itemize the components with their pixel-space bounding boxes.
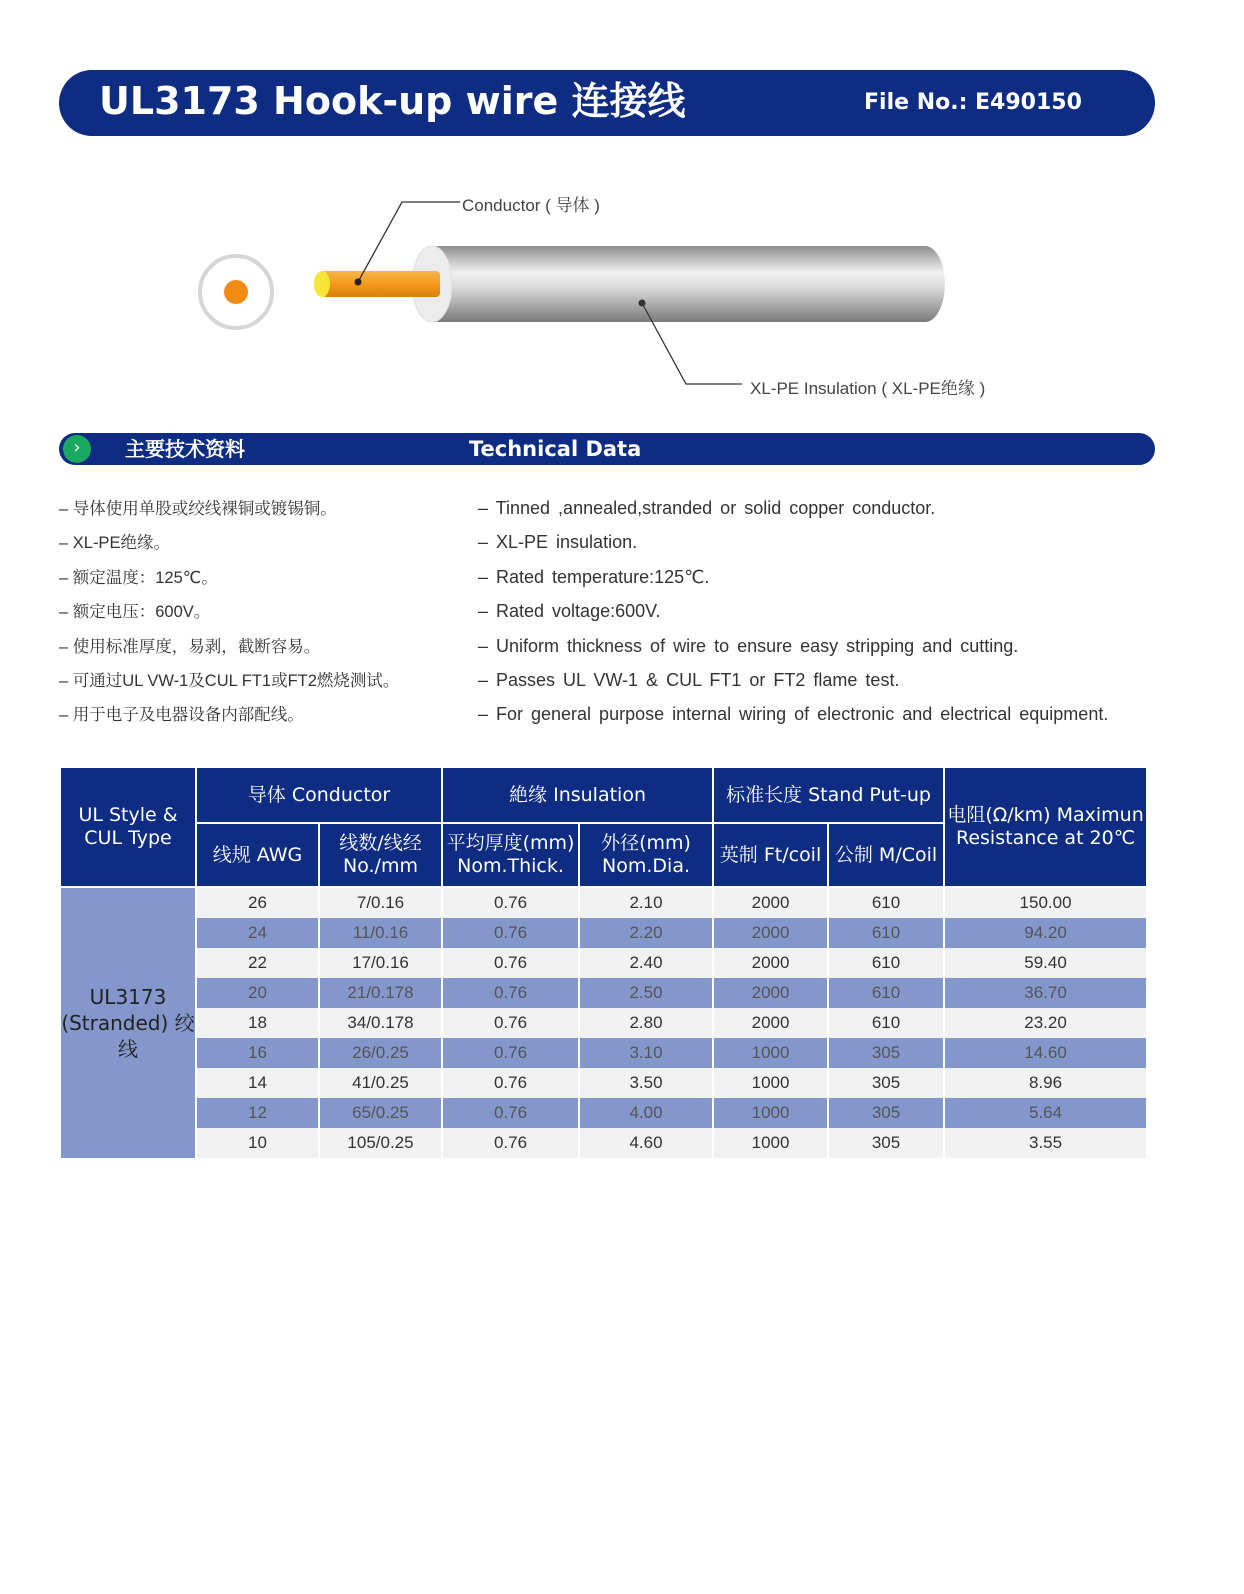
section-title-en: Technical Data — [469, 437, 642, 461]
spec-item: – XL-PE绝缘。 — [59, 534, 170, 553]
cell-res: 14.60 — [944, 1038, 1147, 1068]
cell-m: 610 — [828, 887, 944, 918]
spec-item: – Uniform thickness of wire to ensure easy stripping and cutting. — [478, 635, 1019, 656]
insulation-label: XL-PE Insulation ( XL-PE绝缘 ) — [750, 379, 986, 398]
table-row — [60, 1128, 1147, 1158]
spec-item: – Passes UL VW-1 & CUL FT1 or FT2 flame test. — [478, 669, 900, 690]
header-thick: 平均厚度(mm) Nom.Thick. — [442, 823, 579, 887]
cell-res: 36.70 — [944, 978, 1147, 1008]
spec-item: – 额定温度：125℃。 — [59, 568, 218, 587]
spec-item: – 可通过UL VW-1及CUL FT1或FT2燃烧测试。 — [59, 671, 400, 690]
spec-item: – 额定电压：600V。 — [59, 603, 211, 622]
cell-awg: 14 — [196, 1068, 319, 1098]
cell-dia: 3.50 — [579, 1068, 713, 1098]
cell-dia: 2.40 — [579, 948, 713, 978]
cell-ft: 2000 — [713, 1008, 828, 1038]
cell-dia: 2.10 — [579, 887, 713, 918]
cell-dia: 2.50 — [579, 978, 713, 1008]
cell-no_mm: 41/0.25 — [319, 1068, 442, 1098]
cell-awg: 26 — [196, 887, 319, 918]
cell-res: 3.55 — [944, 1128, 1147, 1158]
header-insulation: 絶缘 Insulation — [442, 767, 713, 823]
insulation-jacket-icon — [412, 246, 945, 322]
cell-no_mm: 11/0.16 — [319, 918, 442, 948]
spec-item: – XL-PE insulation. — [478, 532, 638, 553]
spec-item: – For general purpose internal wiring of electronic and electrical equipment. — [478, 704, 1109, 725]
cell-res: 5.64 — [944, 1098, 1147, 1128]
cell-ft: 2000 — [713, 978, 828, 1008]
cell-thick: 0.76 — [442, 1038, 579, 1068]
cell-awg: 24 — [196, 918, 319, 948]
cell-dia: 4.00 — [579, 1098, 713, 1128]
conductor-label: Conductor ( 导体 ) — [462, 196, 600, 215]
table-row — [60, 948, 1147, 978]
cell-thick: 0.76 — [442, 1068, 579, 1098]
spec-list-cn — [59, 492, 399, 733]
cell-no_mm: 34/0.178 — [319, 1008, 442, 1038]
cell-m: 610 — [828, 948, 944, 978]
section-header — [59, 433, 1155, 465]
cross-section-icon — [200, 256, 272, 328]
table-row — [60, 918, 1147, 948]
cell-ft: 2000 — [713, 887, 828, 918]
header-putup: 标准长度 Stand Put-up — [713, 767, 944, 823]
header-style: UL Style & CUL Type — [60, 767, 196, 887]
chevron-right-icon: › — [63, 435, 91, 463]
cell-ft: 1000 — [713, 1128, 828, 1158]
conductor-core-icon — [314, 271, 440, 297]
cell-ft: 2000 — [713, 918, 828, 948]
spec-item: – Rated voltage:600V. — [478, 601, 661, 622]
cell-m: 610 — [828, 1008, 944, 1038]
cell-awg: 12 — [196, 1098, 319, 1128]
spec-item: – Tinned ,annealed,stranded or solid copper conductor. — [478, 498, 936, 518]
section-title-cn: 主要技术资料 — [125, 437, 245, 461]
page-title: UL3173 Hook-up wire 连接线 — [99, 79, 686, 123]
cell-awg: 22 — [196, 948, 319, 978]
cell-m: 305 — [828, 1128, 944, 1158]
cell-res: 150.00 — [944, 887, 1147, 918]
cell-dia: 2.20 — [579, 918, 713, 948]
cell-m: 305 — [828, 1098, 944, 1128]
cell-res: 23.20 — [944, 1008, 1147, 1038]
spec-list-en — [478, 491, 1108, 732]
cell-thick: 0.76 — [442, 918, 579, 948]
cell-dia: 4.60 — [579, 1128, 713, 1158]
header-dia: 外径(mm) Nom.Dia. — [579, 823, 713, 887]
header-ft: 英制 Ft/coil — [713, 823, 828, 887]
header-awg: 线规 AWG — [196, 823, 319, 887]
table-body — [60, 887, 1147, 1158]
header-no-mm: 线数/线经 No./mm — [319, 823, 442, 887]
cell-thick: 0.76 — [442, 1128, 579, 1158]
header-conductor: 导体 Conductor — [196, 767, 442, 823]
cell-no_mm: 17/0.16 — [319, 948, 442, 978]
cell-m: 305 — [828, 1038, 944, 1068]
cell-no_mm: 105/0.25 — [319, 1128, 442, 1158]
table-row — [60, 1008, 1147, 1038]
cell-res: 94.20 — [944, 918, 1147, 948]
cell-no_mm: 21/0.178 — [319, 978, 442, 1008]
cell-res: 59.40 — [944, 948, 1147, 978]
header-resistance: 电阻(Ω/km) Maximun Resistance at 20℃ — [944, 767, 1147, 887]
cell-no_mm: 65/0.25 — [319, 1098, 442, 1128]
cell-awg: 10 — [196, 1128, 319, 1158]
cell-dia: 3.10 — [579, 1038, 713, 1068]
cell-thick: 0.76 — [442, 978, 579, 1008]
table-row — [60, 887, 1147, 918]
cell-thick: 0.76 — [442, 1098, 579, 1128]
spec-item: – Rated temperature:125℃. — [478, 566, 710, 587]
cell-awg: 18 — [196, 1008, 319, 1038]
cell-m: 305 — [828, 1068, 944, 1098]
table-row — [60, 1098, 1147, 1128]
cell-m: 610 — [828, 978, 944, 1008]
spec-item: – 用于电子及电器设备内部配线。 — [59, 706, 304, 725]
cell-m: 610 — [828, 918, 944, 948]
cell-thick: 0.76 — [442, 948, 579, 978]
cell-ft: 1000 — [713, 1068, 828, 1098]
cell-awg: 20 — [196, 978, 319, 1008]
header-m: 公制 M/Coil — [828, 823, 944, 887]
cell-awg: 16 — [196, 1038, 319, 1068]
cell-dia: 2.80 — [579, 1008, 713, 1038]
table-row — [60, 978, 1147, 1008]
cell-no_mm: 7/0.16 — [319, 887, 442, 918]
cell-ft: 1000 — [713, 1038, 828, 1068]
file-number: File No.: E490150 — [864, 90, 1082, 115]
spec-item: – 导体使用单股或绞线裸铜或镀锡铜。 — [59, 500, 337, 518]
cell-ft: 1000 — [713, 1098, 828, 1128]
cell-thick: 0.76 — [442, 887, 579, 918]
cell-ft: 2000 — [713, 948, 828, 978]
style-cell: UL3173 (Stranded) 绞线 — [60, 887, 196, 1158]
cell-res: 8.96 — [944, 1068, 1147, 1098]
cell-thick: 0.76 — [442, 1008, 579, 1038]
spec-item: – 使用标准厚度，易剥，截断容易。 — [59, 637, 321, 656]
table-row — [60, 1038, 1147, 1068]
cell-no_mm: 26/0.25 — [319, 1038, 442, 1068]
title-bar — [59, 70, 1155, 136]
table-row — [60, 1068, 1147, 1098]
spec-table — [59, 766, 1148, 1158]
